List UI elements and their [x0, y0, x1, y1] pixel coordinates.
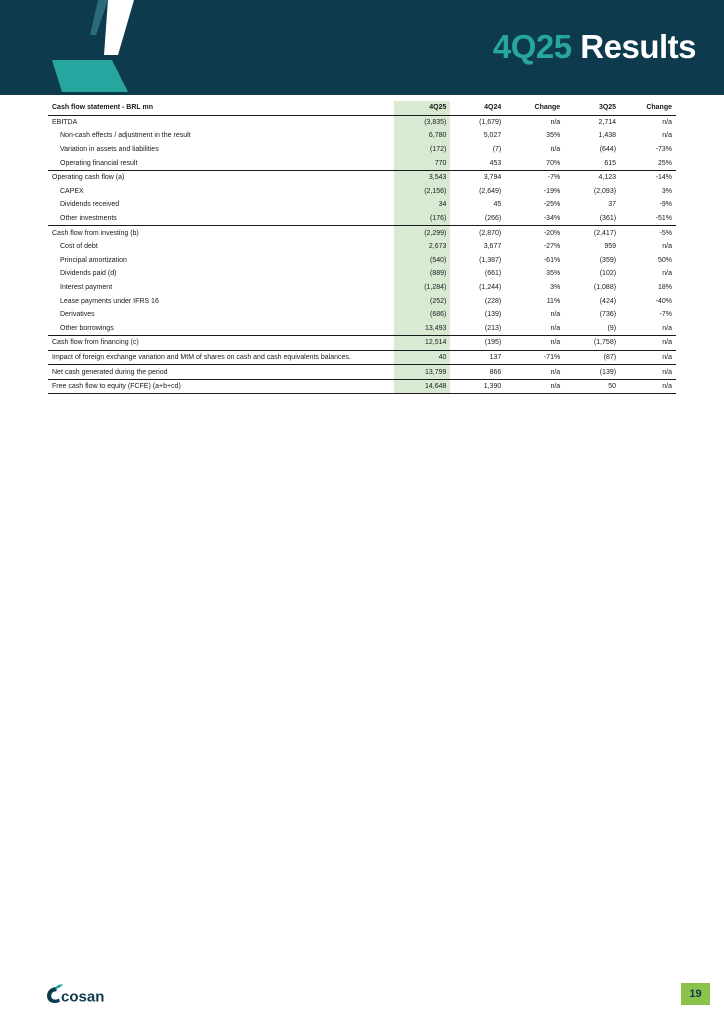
cell-value: 3,543: [394, 170, 451, 184]
cell-value: 25%: [657, 159, 672, 167]
row-label: Free cash flow to equity (FCFE) (a+b+cd): [48, 379, 394, 394]
cell-value: -20%: [505, 226, 564, 240]
cell-value: -61%: [543, 256, 561, 264]
row-label: Cash flow from investing (b): [48, 226, 394, 240]
row-label: Dividends received: [60, 201, 120, 209]
cell-value: (3,835): [394, 115, 451, 129]
table-row: [48, 226, 676, 240]
cell-value: (1,244): [479, 284, 502, 292]
table-row: [48, 379, 676, 394]
page-number: 19: [681, 983, 710, 1005]
cell-value: n/a: [620, 336, 676, 351]
cell-value: 1,438: [598, 132, 617, 140]
cell-value: 866: [450, 365, 505, 380]
cell-value: n/a: [620, 115, 676, 129]
cell-value: 13,799: [394, 365, 451, 380]
cell-value: 35%: [546, 132, 561, 140]
cell-value: 3,794: [450, 170, 505, 184]
cell-value: n/a: [505, 115, 564, 129]
cell-value: 14,648: [394, 379, 451, 394]
row-label: Cash flow from financing (c): [48, 336, 394, 351]
table-row: [48, 156, 676, 170]
cell-value: n/a: [620, 365, 676, 380]
cell-value: (1,387): [479, 256, 502, 264]
row-label: Variation in assets and liabilities: [60, 146, 159, 154]
cell-value: -27%: [543, 243, 561, 251]
cell-value: 37: [608, 201, 617, 209]
cell-value: -34%: [543, 215, 561, 223]
cell-value: (686): [394, 308, 451, 322]
cell-value: (540): [394, 254, 451, 268]
table-row: [48, 308, 676, 322]
cell-value: 1,390: [450, 379, 505, 394]
cell-value: n/a: [550, 311, 561, 319]
cell-value: 2,673: [394, 240, 451, 254]
row-label: Dividends paid (d): [60, 270, 117, 278]
cell-value: n/a: [550, 324, 561, 332]
row-label: Operating financial result: [60, 159, 138, 167]
cell-value: (1,758): [564, 336, 620, 351]
cell-value: -9%: [659, 201, 672, 209]
row-label: Interest payment: [60, 284, 113, 292]
cell-value: n/a: [662, 132, 672, 140]
cell-value: n/a: [620, 350, 676, 365]
cell-value: 11%: [546, 297, 561, 305]
cell-value: n/a: [505, 379, 564, 394]
column-header-2: 4Q24: [484, 104, 502, 112]
cell-value: 453: [489, 159, 502, 167]
cell-value: (9): [607, 324, 617, 332]
cell-value: (102): [599, 270, 617, 278]
cell-value: (172): [394, 143, 451, 157]
cell-value: 3%: [661, 187, 672, 195]
cell-value: (2,870): [450, 226, 505, 240]
cell-value: 70%: [546, 159, 561, 167]
cell-value: n/a: [662, 243, 672, 251]
cell-value: -7%: [505, 170, 564, 184]
cash-flow-table: [48, 101, 676, 394]
cell-value: (228): [484, 297, 502, 305]
cell-value: 34: [394, 198, 451, 212]
cell-value: 3,677: [483, 243, 502, 251]
row-label: Net cash generated during the period: [48, 365, 394, 380]
table-row: [48, 115, 676, 129]
page-header: [0, 0, 724, 95]
table-row: [48, 322, 676, 336]
cell-value: 137: [450, 350, 505, 365]
cell-value: n/a: [505, 336, 564, 351]
cell-value: n/a: [620, 379, 676, 394]
row-label: Operating cash flow (a): [48, 170, 394, 184]
cell-value: n/a: [505, 365, 564, 380]
column-header-5: Change: [646, 104, 672, 112]
title-word: Results: [580, 28, 696, 65]
cell-value: (252): [394, 294, 451, 308]
row-label: Other borrowings: [60, 324, 114, 332]
cell-value: -51%: [655, 215, 672, 223]
cell-value: (195): [450, 336, 505, 351]
row-label: Non-cash effects / adjustment in the result: [60, 132, 191, 140]
cell-value: (2,093): [593, 187, 617, 195]
row-label: Other investments: [60, 215, 117, 223]
table-row: [48, 198, 676, 212]
cell-value: -25%: [543, 201, 561, 209]
table-body: [48, 115, 676, 394]
cell-value: -71%: [505, 350, 564, 365]
cell-value: 13,493: [394, 322, 451, 336]
table-header-row: [48, 101, 676, 115]
row-label: Derivatives: [60, 311, 95, 319]
column-header-3: Change: [534, 104, 561, 112]
cell-value: (661): [484, 270, 502, 278]
cell-value: n/a: [662, 270, 672, 278]
table-row: [48, 240, 676, 254]
cell-value: (361): [599, 215, 617, 223]
cell-value: 6,780: [394, 129, 451, 143]
cell-value: 18%: [657, 284, 672, 292]
table-row: [48, 143, 676, 157]
cell-value: 50%: [657, 256, 672, 264]
cell-value: (2,649): [479, 187, 502, 195]
row-label: Principal amortization: [60, 256, 127, 264]
cell-value: (736): [599, 311, 617, 319]
cell-value: n/a: [550, 146, 561, 154]
table-row: [48, 365, 676, 380]
page-title: [493, 28, 696, 66]
cell-value: (213): [484, 324, 502, 332]
cell-value: (266): [484, 215, 502, 223]
cell-value: (2,156): [394, 185, 451, 199]
cell-value: 2,714: [564, 115, 620, 129]
cell-value: 4,123: [564, 170, 620, 184]
row-label: Lease payments under IFRS 16: [60, 297, 159, 305]
table-row: [48, 254, 676, 268]
cell-value: -19%: [543, 187, 561, 195]
cell-value: -7%: [659, 311, 672, 319]
row-label: Cost of debt: [60, 243, 98, 251]
row-label: Impact of foreign exchange variation and MtM of shares on cash and cash equivalents balances.: [48, 350, 394, 365]
column-header-1: 4Q25: [394, 101, 451, 115]
table-row: [48, 350, 676, 365]
table-row: [48, 170, 676, 184]
row-label: CAPEX: [60, 187, 84, 195]
column-header-4: 3Q25: [598, 104, 617, 112]
cell-value: (2,299): [394, 226, 451, 240]
cell-value: 45: [493, 201, 502, 209]
cell-value: (644): [599, 146, 617, 154]
cell-value: (139): [564, 365, 620, 380]
cell-value: -5%: [620, 226, 676, 240]
cell-value: (176): [394, 212, 451, 226]
cell-value: 770: [394, 156, 451, 170]
cell-value: 35%: [546, 270, 561, 278]
cell-value: -73%: [655, 146, 672, 154]
cell-value: (359): [599, 256, 617, 264]
cell-value: 12,514: [394, 336, 451, 351]
cell-value: (87): [564, 350, 620, 365]
logo-text: cosan: [61, 988, 105, 1004]
cell-value: -14%: [620, 170, 676, 184]
cosan-logo: [44, 984, 114, 1009]
cell-value: -40%: [655, 297, 672, 305]
table-row: [48, 267, 676, 281]
cell-value: (7): [492, 146, 502, 154]
cell-value: n/a: [662, 324, 672, 332]
table-row: [48, 129, 676, 143]
column-header-label: Cash flow statement - BRL mn: [52, 104, 153, 112]
cell-value: 50: [564, 379, 620, 394]
row-label: EBITDA: [48, 115, 394, 129]
table-row: [48, 294, 676, 308]
table-row: [48, 212, 676, 226]
cell-value: (889): [394, 267, 451, 281]
cell-value: 615: [604, 159, 617, 167]
cell-value: (2,417): [564, 226, 620, 240]
cell-value: 3%: [550, 284, 561, 292]
cell-value: 40: [394, 350, 451, 365]
table-row: [48, 336, 676, 351]
table-row: [48, 281, 676, 295]
cell-value: (1,284): [394, 281, 451, 295]
table-row: [48, 185, 676, 199]
cell-value: (424): [599, 297, 617, 305]
cell-value: (139): [484, 311, 502, 319]
title-period: 4Q25: [492, 28, 572, 65]
cell-value: 5,027: [483, 132, 502, 140]
cell-value: (1,088): [593, 284, 617, 292]
cell-value: 959: [604, 243, 617, 251]
cell-value: (1,679): [450, 115, 505, 129]
